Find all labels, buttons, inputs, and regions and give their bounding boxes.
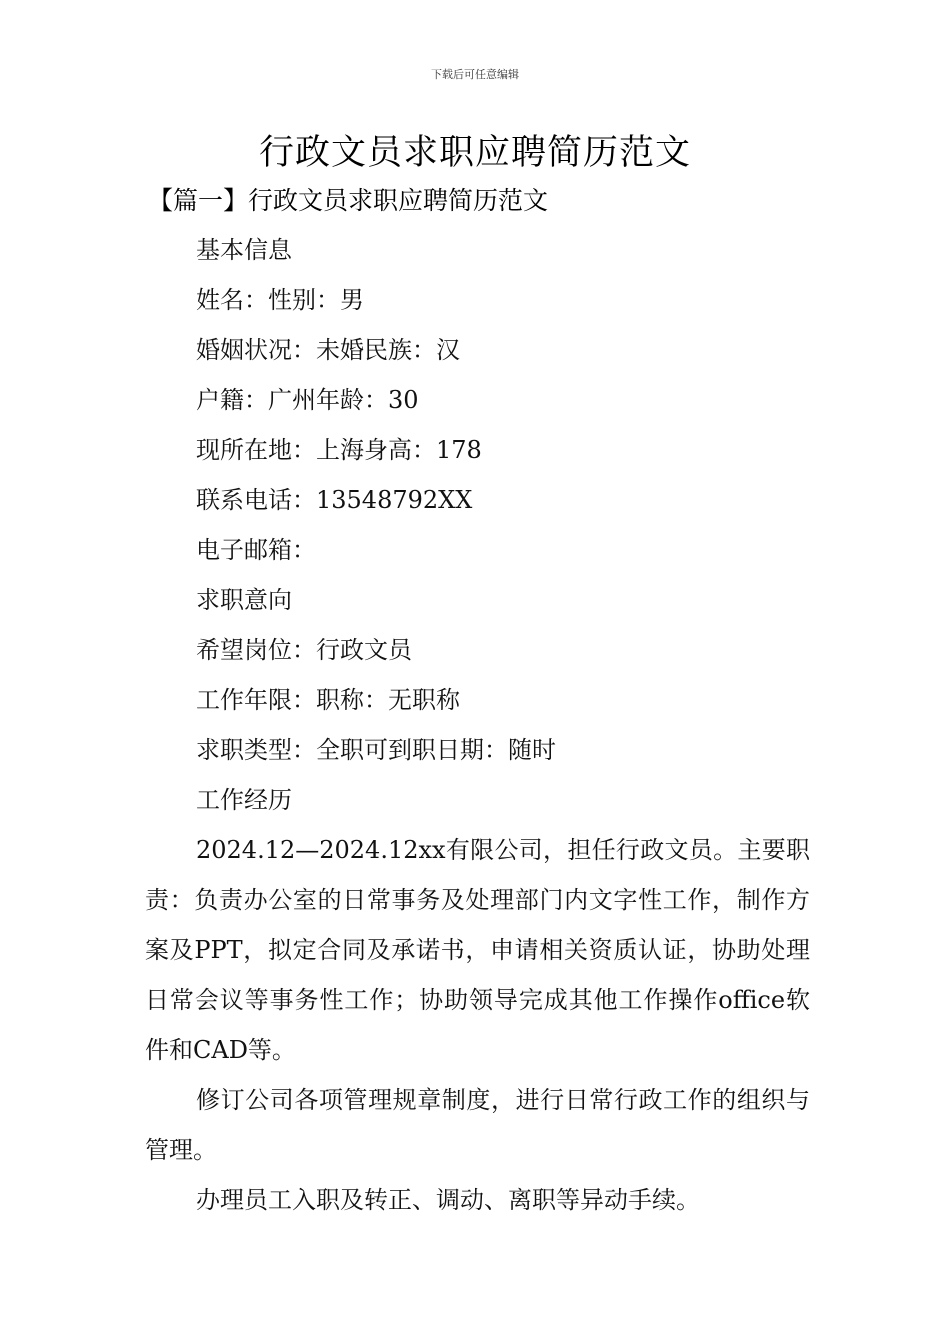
body-line-job-intention-heading: 求职意向 (196, 586, 292, 614)
body-line-hukou-age: 户籍：广州年龄：30 (196, 386, 419, 414)
paragraph-hr-procedures: 办理员工入职及转正、调动、离职等异动手续。 (196, 1186, 700, 1214)
body-line-work-years-title: 工作年限：职称：无职称 (196, 686, 460, 714)
paragraph-rules-management: 修订公司各项管理规章制度，进行日常行政工作的组织与管理。 (145, 1086, 810, 1164)
body-line-work-experience-heading: 工作经历 (196, 786, 292, 814)
document-body (145, 225, 810, 1225)
document-title: 行政文员求职应聘简历范文 (258, 133, 691, 173)
header-note: 下载后可任意编辑 (431, 68, 519, 81)
body-line-desired-position: 希望岗位：行政文员 (196, 636, 412, 664)
body-line-marital-ethnicity: 婚姻状况：未婚民族：汉 (196, 336, 460, 364)
body-line-basic-info-heading: 基本信息 (196, 236, 292, 264)
body-line-job-type-availability: 求职类型：全职可到职日期：随时 (196, 736, 556, 764)
body-line-name-gender: 姓名：性别：男 (196, 286, 364, 314)
section-heading: 【篇一】行政文员求职应聘简历范文 (148, 186, 549, 215)
body-line-email: 电子邮箱： (196, 536, 316, 564)
paragraph-experience-duties: 2024.12—2024.12xx有限公司，担任行政文员。主要职责：负责办公室的日常事务及处理部门内文字性工作，制作方案及PPT，拟定合同及承诺书，申请相关资质认证，协助处理日常会议等事务性工作；协助领导完成其他工作操作office软件和CAD等。 (145, 836, 810, 1064)
body-line-location-height: 现所在地：上海身高：178 (196, 436, 482, 464)
body-line-phone: 联系电话：13548792XX (196, 486, 473, 514)
